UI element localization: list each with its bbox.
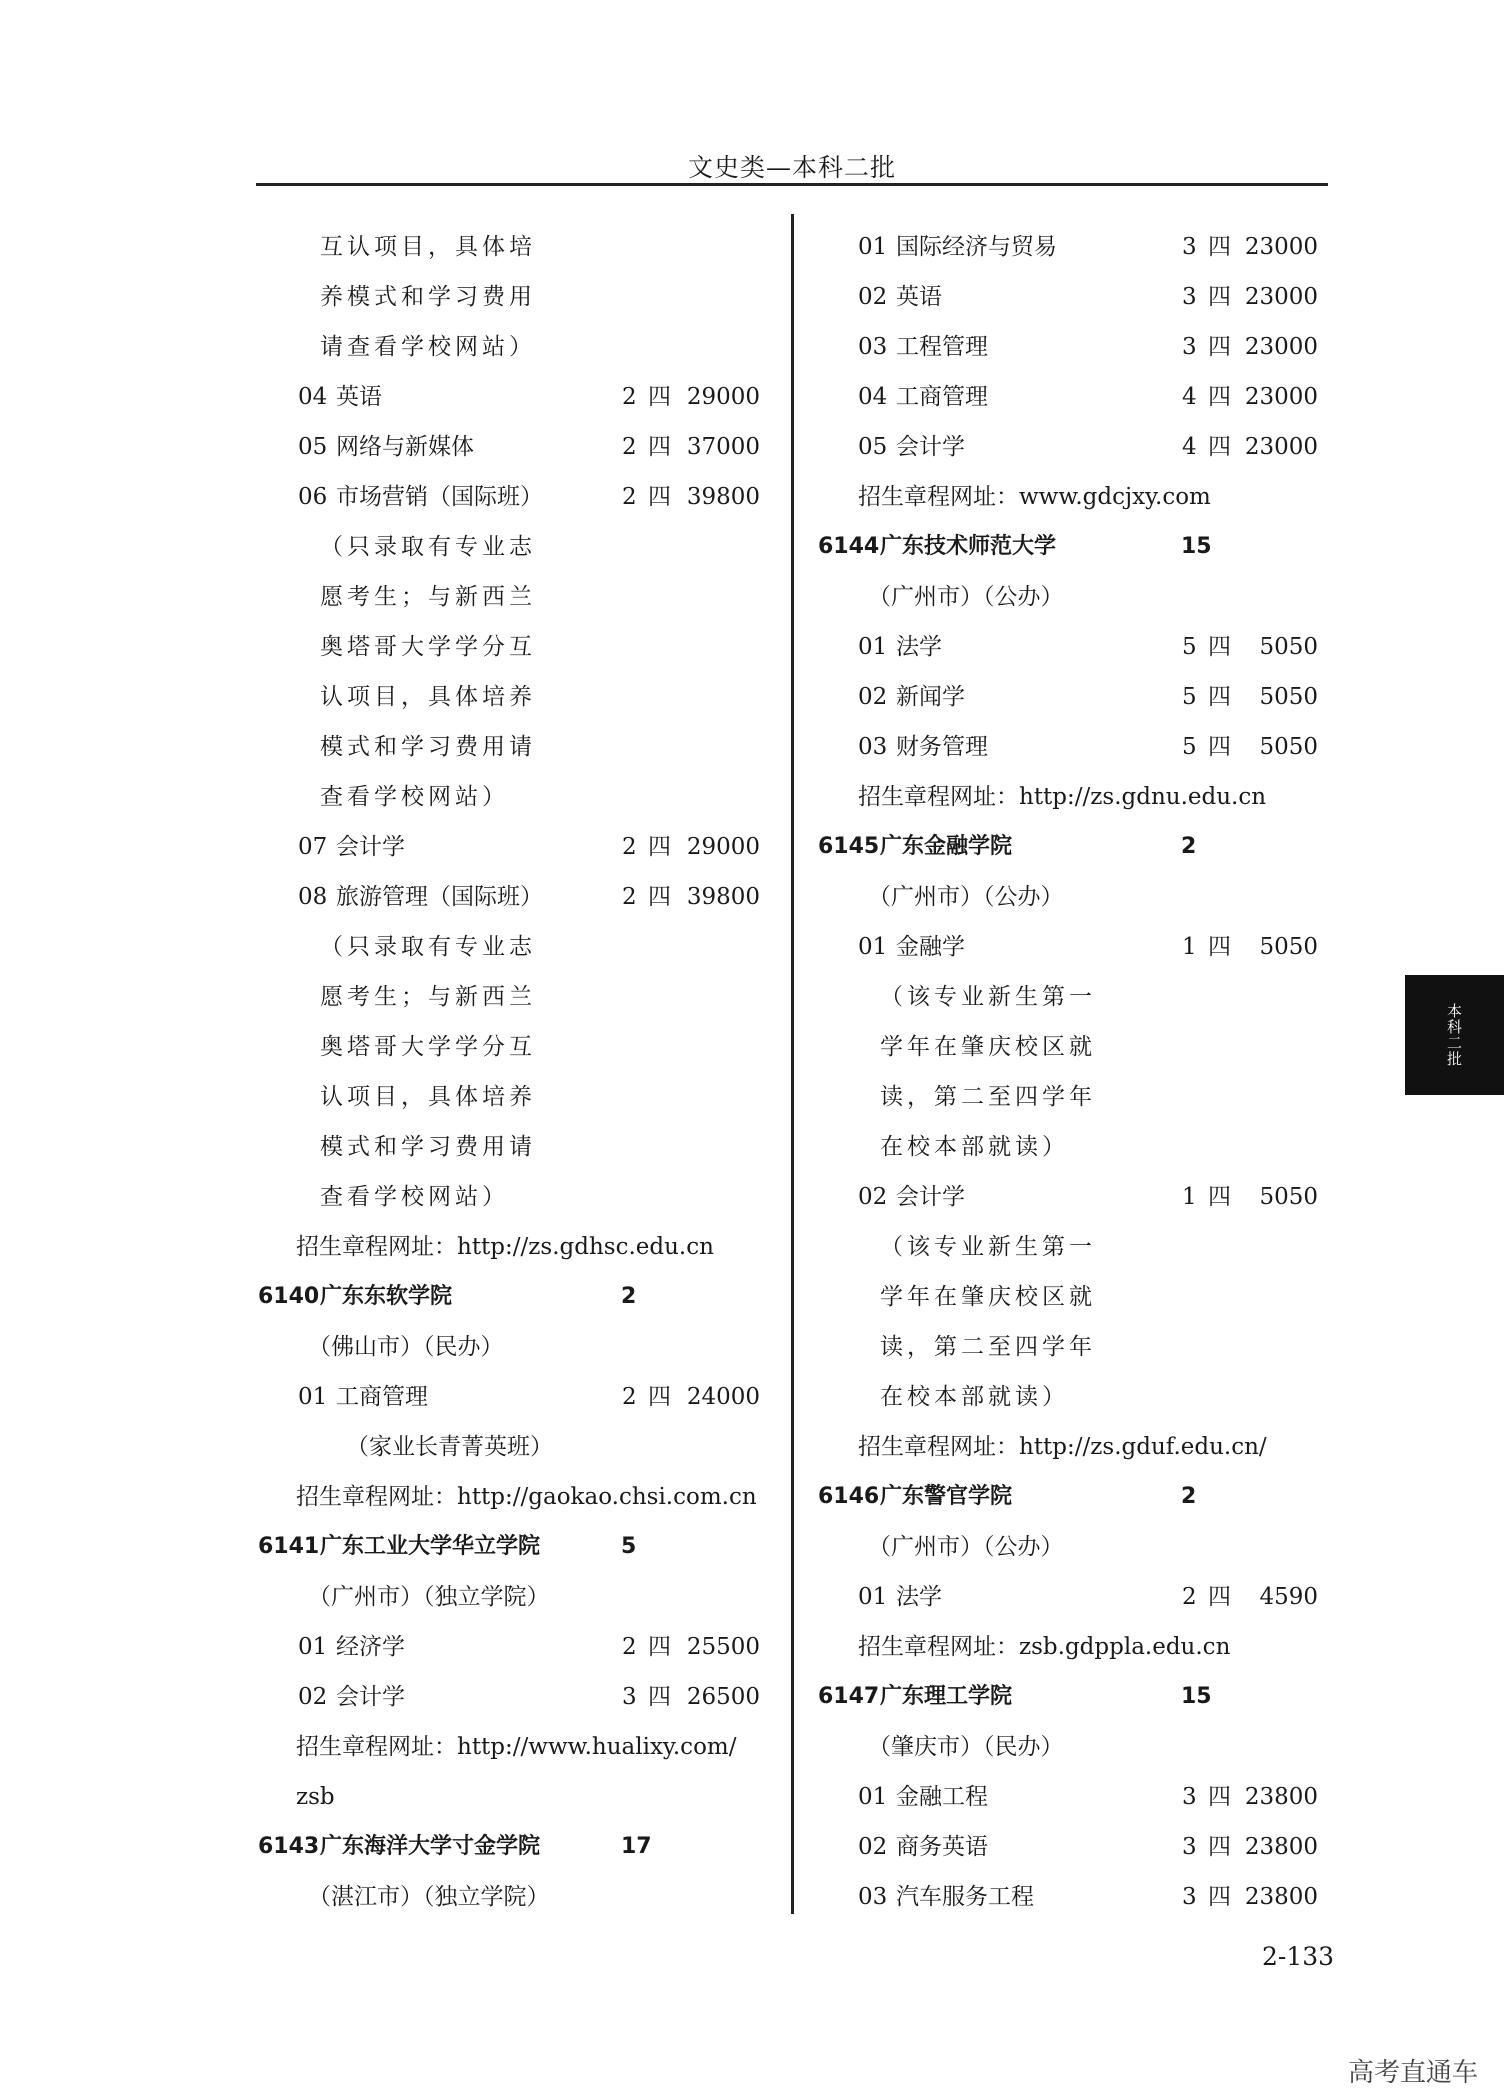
major-code: 01 [298, 1384, 328, 1410]
major-note [258, 972, 768, 1022]
note-text: 模式和学习费用请 [320, 1134, 536, 1160]
admission-url [258, 1472, 768, 1522]
section-tab [1405, 975, 1504, 1095]
major-row [818, 422, 1318, 472]
major-code: 02 [858, 684, 888, 710]
note-text: 奥塔哥大学学分互 [320, 634, 536, 660]
institution-row [258, 1272, 768, 1322]
study-years: 四 [648, 834, 671, 860]
major-row [258, 422, 768, 472]
major-code: 04 [858, 384, 888, 410]
major-note [258, 722, 768, 772]
major-name: 会计学 [896, 1184, 965, 1210]
major-row [258, 872, 768, 922]
running-header: 文史类—本科二批 [687, 153, 896, 182]
plan-count: 5 [1182, 734, 1197, 760]
url-text: 招生章程网址：http://zs.gdhsc.edu.cn [296, 1234, 714, 1260]
major-note [258, 622, 768, 672]
major-note [258, 922, 768, 972]
url-text: 招生章程网址：http://zs.gdnu.edu.cn [858, 784, 1267, 810]
study-years: 四 [648, 1384, 671, 1410]
institution-name: 广东海洋大学寸金学院 [320, 1834, 541, 1859]
note-text: 读，第二至四学年 [880, 1334, 1096, 1360]
note-text: 认项目，具体培养 [320, 1084, 536, 1110]
plan-count: 2 [1182, 1584, 1197, 1610]
institution-plan-count: 5 [621, 1534, 637, 1559]
major-name: 工商管理 [336, 1384, 428, 1410]
study-years: 四 [648, 434, 671, 460]
major-name: 会计学 [336, 1684, 405, 1710]
major-name: 英语 [336, 384, 382, 410]
tuition-fee: 23000 [1244, 384, 1318, 410]
major-name: 会计学 [896, 434, 965, 460]
plan-count: 3 [622, 1684, 637, 1710]
study-years: 四 [1208, 434, 1231, 460]
major-name: 法学 [896, 1584, 942, 1610]
institution-code: 6141 [258, 1534, 320, 1559]
major-name: 英语 [896, 284, 942, 310]
institution-plan-count: 15 [1181, 1684, 1212, 1709]
major-note [258, 1172, 768, 1222]
note-text: 互认项目，具体培 [320, 234, 536, 260]
major-code: 03 [858, 334, 888, 360]
location-text: （广州市）（公办） [868, 884, 1064, 910]
note-text: 学年在肇庆校区就 [880, 1284, 1096, 1310]
location-text: （湛江市）（独立学院） [308, 1884, 550, 1910]
plan-count: 5 [1182, 634, 1197, 660]
major-note [818, 1222, 1318, 1272]
major-code: 01 [858, 934, 888, 960]
plan-count: 3 [1182, 284, 1197, 310]
major-name: 工程管理 [896, 334, 988, 360]
plan-count: 2 [622, 384, 637, 410]
major-row [818, 1172, 1318, 1222]
tuition-fee: 5050 [1259, 934, 1318, 960]
major-subtitle [258, 1422, 768, 1472]
note-text: （该专业新生第一 [880, 984, 1096, 1010]
subtitle-text: （家业长青菁英班） [346, 1434, 553, 1460]
url-text: 招生章程网址：http://zs.gduf.edu.cn/ [858, 1434, 1267, 1460]
major-note [818, 1322, 1318, 1372]
major-code: 03 [858, 1884, 888, 1910]
study-years: 四 [1208, 234, 1231, 260]
location-text: （广州市）（公办） [868, 1534, 1064, 1560]
major-row [818, 722, 1318, 772]
plan-count: 3 [1182, 1884, 1197, 1910]
plan-count: 5 [1182, 684, 1197, 710]
tuition-fee: 24000 [686, 1384, 760, 1410]
page-number: 2-133 [1262, 1942, 1335, 1971]
tuition-fee: 25500 [686, 1634, 760, 1660]
major-row [258, 372, 768, 422]
note-text: 奥塔哥大学学分互 [320, 1034, 536, 1060]
note-text: 愿考生；与新西兰 [320, 584, 536, 610]
study-years: 四 [648, 884, 671, 910]
study-years: 四 [648, 1634, 671, 1660]
institution-location [818, 572, 1318, 622]
institution-code: 6144 [818, 534, 880, 559]
location-text: （广州市）（公办） [868, 584, 1064, 610]
major-code: 01 [858, 1784, 888, 1810]
major-row [818, 1572, 1318, 1622]
study-years: 四 [648, 384, 671, 410]
institution-name: 广东金融学院 [880, 834, 1013, 859]
tuition-fee: 5050 [1259, 684, 1318, 710]
tuition-fee: 39800 [686, 484, 760, 510]
major-name: 国际经济与贸易 [896, 234, 1057, 260]
major-row [818, 1822, 1318, 1872]
major-row [258, 1372, 768, 1422]
major-note [258, 1122, 768, 1172]
study-years: 四 [1208, 284, 1231, 310]
institution-location [818, 1722, 1318, 1772]
note-text: 查看学校网站） [320, 1184, 509, 1210]
plan-count: 2 [622, 484, 637, 510]
institution-location [258, 1572, 768, 1622]
tuition-fee: 23800 [1244, 1834, 1318, 1860]
institution-plan-count: 2 [621, 1284, 637, 1309]
institution-name: 广东理工学院 [880, 1684, 1013, 1709]
major-code: 01 [298, 1634, 328, 1660]
url-text: zsb [296, 1784, 335, 1810]
major-row [258, 1622, 768, 1672]
tuition-fee: 29000 [686, 384, 760, 410]
url-text: 招生章程网址：http://gaokao.chsi.com.cn [296, 1484, 757, 1510]
tuition-fee: 5050 [1259, 634, 1318, 660]
tuition-fee: 23800 [1244, 1884, 1318, 1910]
major-code: 01 [858, 234, 888, 260]
url-text: 招生章程网址：http://www.hualixy.com/ [296, 1734, 737, 1760]
study-years: 四 [1208, 684, 1231, 710]
note-text: 请查看学校网站） [320, 334, 536, 360]
note-text: 读，第二至四学年 [880, 1084, 1096, 1110]
major-note [258, 322, 768, 372]
major-note [818, 1272, 1318, 1322]
plan-count: 3 [1182, 334, 1197, 360]
institution-code: 6140 [258, 1284, 320, 1309]
admission-url [818, 1622, 1318, 1672]
study-years: 四 [648, 484, 671, 510]
note-text: （只录取有专业志 [320, 534, 536, 560]
note-text: 学年在肇庆校区就 [880, 1034, 1096, 1060]
major-row [258, 822, 768, 872]
admission-url [258, 1222, 768, 1272]
major-name: 法学 [896, 634, 942, 660]
major-note [258, 572, 768, 622]
tuition-fee: 5050 [1259, 1184, 1318, 1210]
note-text: 查看学校网站） [320, 784, 509, 810]
note-text: （只录取有专业志 [320, 934, 536, 960]
note-text: 在校本部就读） [880, 1384, 1069, 1410]
major-name: 汽车服务工程 [896, 1884, 1034, 1910]
institution-code: 6145 [818, 834, 880, 859]
institution-location [818, 1522, 1318, 1572]
major-note [818, 1022, 1318, 1072]
study-years: 四 [1208, 384, 1231, 410]
institution-plan-count: 2 [1181, 834, 1197, 859]
study-years: 四 [1208, 1834, 1231, 1860]
admission-url [818, 472, 1318, 522]
tuition-fee: 23800 [1244, 1784, 1318, 1810]
major-note [258, 1072, 768, 1122]
location-text: （佛山市）（民办） [308, 1334, 504, 1360]
left-column [258, 222, 768, 1922]
major-note [818, 1372, 1318, 1422]
major-note [258, 772, 768, 822]
major-row [818, 1772, 1318, 1822]
major-name: 金融工程 [896, 1784, 988, 1810]
watermark: 高考直通车 [1348, 2058, 1479, 2088]
admission-url [818, 1422, 1318, 1472]
study-years: 四 [1208, 934, 1231, 960]
study-years: 四 [1208, 1584, 1231, 1610]
header-rule [256, 183, 1328, 186]
major-code: 01 [858, 1584, 888, 1610]
plan-count: 3 [1182, 234, 1197, 260]
plan-count: 2 [622, 1384, 637, 1410]
study-years: 四 [648, 1684, 671, 1710]
major-note [258, 672, 768, 722]
major-name: 新闻学 [896, 684, 965, 710]
note-text: 养模式和学习费用 [320, 284, 536, 310]
note-text: 愿考生；与新西兰 [320, 984, 536, 1010]
major-note [818, 1072, 1318, 1122]
major-code: 05 [298, 434, 328, 460]
major-row [818, 672, 1318, 722]
study-years: 四 [1208, 334, 1231, 360]
major-code: 02 [858, 1834, 888, 1860]
admission-url [258, 1722, 768, 1772]
major-code: 08 [298, 884, 328, 910]
major-name: 市场营销（国际班） [336, 484, 543, 510]
major-name: 经济学 [336, 1634, 405, 1660]
institution-location [818, 872, 1318, 922]
institution-code: 6143 [258, 1834, 320, 1859]
note-text: 认项目，具体培养 [320, 684, 536, 710]
note-text: 模式和学习费用请 [320, 734, 536, 760]
major-row [258, 472, 768, 522]
major-code: 04 [298, 384, 328, 410]
major-row [818, 222, 1318, 272]
tuition-fee: 23000 [1244, 284, 1318, 310]
institution-row [258, 1522, 768, 1572]
section-tab-label: 本科二批 [1445, 1003, 1463, 1067]
tuition-fee: 23000 [1244, 434, 1318, 460]
admission-url [818, 772, 1318, 822]
tuition-fee: 4590 [1259, 1584, 1318, 1610]
plan-count: 1 [1182, 934, 1197, 960]
url-text: 招生章程网址：zsb.gdppla.edu.cn [858, 1634, 1231, 1660]
tuition-fee: 39800 [686, 884, 760, 910]
major-row [258, 1672, 768, 1722]
major-code: 01 [858, 634, 888, 660]
major-name: 财务管理 [896, 734, 988, 760]
major-row [818, 272, 1318, 322]
tuition-fee: 23000 [1244, 234, 1318, 260]
right-column [818, 222, 1318, 1922]
plan-count: 3 [1182, 1834, 1197, 1860]
institution-row [818, 1472, 1318, 1522]
institution-name: 广东警官学院 [880, 1484, 1013, 1509]
plan-count: 2 [622, 834, 637, 860]
major-row [818, 1872, 1318, 1922]
institution-location [258, 1872, 768, 1922]
major-note [818, 1122, 1318, 1172]
tuition-fee: 29000 [686, 834, 760, 860]
study-years: 四 [1208, 1884, 1231, 1910]
plan-count: 2 [622, 884, 637, 910]
tuition-fee: 23000 [1244, 334, 1318, 360]
major-name: 工商管理 [896, 384, 988, 410]
plan-count: 3 [1182, 1784, 1197, 1810]
institution-location [258, 1322, 768, 1372]
institution-name: 广东东软学院 [320, 1284, 453, 1309]
institution-row [258, 1822, 768, 1872]
institution-name: 广东工业大学华立学院 [320, 1534, 541, 1559]
location-text: （广州市）（独立学院） [308, 1584, 550, 1610]
plan-count: 1 [1182, 1184, 1197, 1210]
study-years: 四 [1208, 734, 1231, 760]
major-row [818, 622, 1318, 672]
note-text: （该专业新生第一 [880, 1234, 1096, 1260]
tuition-fee: 5050 [1259, 734, 1318, 760]
study-years: 四 [1208, 634, 1231, 660]
tuition-fee: 37000 [686, 434, 760, 460]
plan-count: 2 [622, 434, 637, 460]
institution-plan-count: 17 [621, 1834, 652, 1859]
admission-url [258, 1772, 768, 1822]
major-note [258, 522, 768, 572]
major-note [258, 222, 768, 272]
major-row [818, 372, 1318, 422]
major-code: 07 [298, 834, 328, 860]
location-text: （肇庆市）（民办） [868, 1734, 1064, 1760]
institution-code: 6147 [818, 1684, 880, 1709]
major-name: 商务英语 [896, 1834, 988, 1860]
institution-plan-count: 15 [1181, 534, 1212, 559]
major-code: 02 [858, 284, 888, 310]
institution-row [818, 822, 1318, 872]
institution-code: 6146 [818, 1484, 880, 1509]
institution-plan-count: 2 [1181, 1484, 1197, 1509]
major-row [818, 922, 1318, 972]
major-note [258, 272, 768, 322]
major-name: 金融学 [896, 934, 965, 960]
major-code: 03 [858, 734, 888, 760]
major-name: 会计学 [336, 834, 405, 860]
institution-name: 广东技术师范大学 [880, 534, 1057, 559]
major-code: 02 [298, 1684, 328, 1710]
major-name: 旅游管理（国际班） [336, 884, 543, 910]
major-name: 网络与新媒体 [336, 434, 474, 460]
major-code: 02 [858, 1184, 888, 1210]
major-note [258, 1022, 768, 1072]
study-years: 四 [1208, 1184, 1231, 1210]
major-code: 05 [858, 434, 888, 460]
institution-row [818, 1672, 1318, 1722]
url-text: 招生章程网址：www.gdcjxy.com [858, 484, 1211, 510]
major-code: 06 [298, 484, 328, 510]
plan-count: 4 [1182, 384, 1197, 410]
major-note [818, 972, 1318, 1022]
column-divider [791, 214, 794, 1914]
tuition-fee: 26500 [686, 1684, 760, 1710]
plan-count: 2 [622, 1634, 637, 1660]
study-years: 四 [1208, 1784, 1231, 1810]
plan-count: 4 [1182, 434, 1197, 460]
institution-row [818, 522, 1318, 572]
major-row [818, 322, 1318, 372]
note-text: 在校本部就读） [880, 1134, 1069, 1160]
